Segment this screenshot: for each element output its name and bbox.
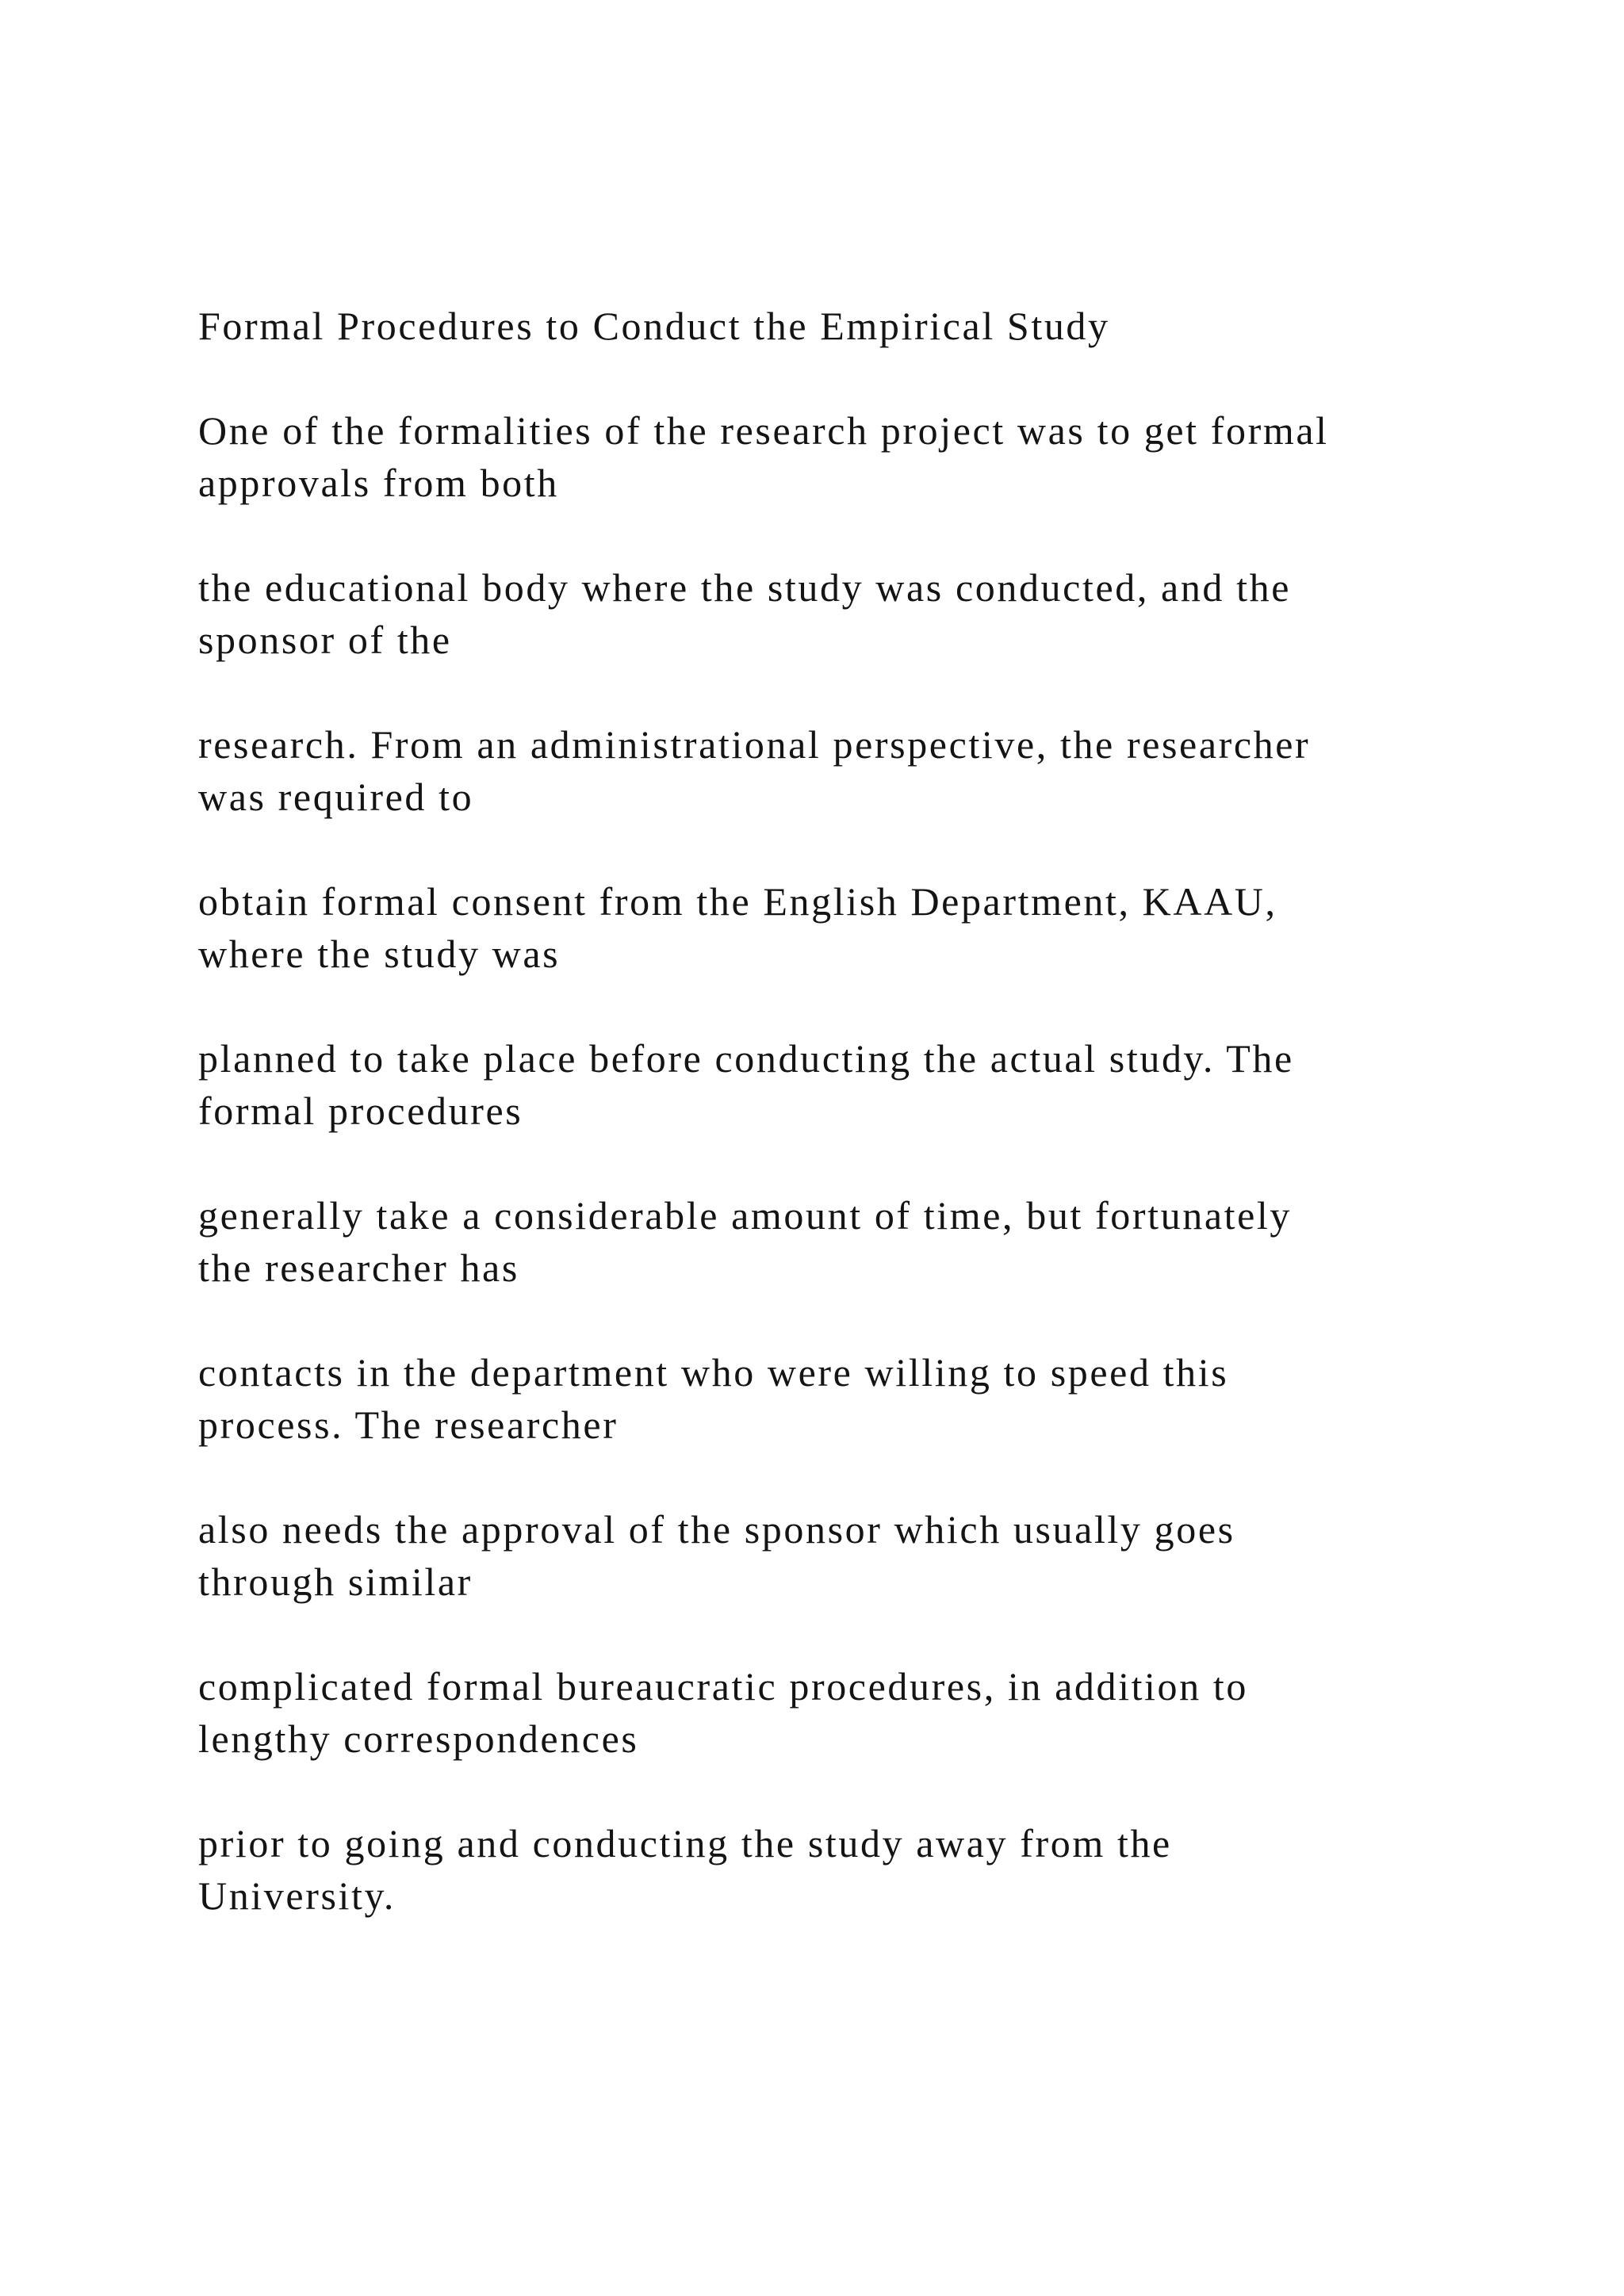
paragraph: [198, 404, 1467, 509]
paragraph: [198, 1032, 1467, 1137]
paragraph-line: formal procedures: [198, 1089, 523, 1133]
paragraph-line: obtain formal consent from the English Department, KAAU,: [198, 879, 1277, 924]
paragraph-line: where the study was: [198, 932, 561, 976]
paragraph-line: sponsor of the: [198, 618, 452, 662]
paragraph-line: through similar: [198, 1559, 473, 1604]
paragraph-line: approvals from both: [198, 461, 559, 505]
paragraph-line: University.: [198, 1873, 396, 1918]
paragraph-line: contacts in the department who were willing to speed this: [198, 1350, 1229, 1395]
paragraph-line: the researcher has: [198, 1246, 519, 1290]
document-body: [198, 300, 1467, 1974]
paragraph-line: also needs the approval of the sponsor which usually goes: [198, 1507, 1235, 1552]
paragraph: [198, 1503, 1467, 1608]
paragraph: [198, 718, 1467, 823]
paragraph: [198, 1189, 1467, 1294]
paragraph: [198, 561, 1467, 666]
paragraph-line: the educational body where the study was conducted, and the: [198, 565, 1292, 610]
paragraph-line: generally take a considerable amount of time, but fortunately: [198, 1193, 1292, 1238]
document-title: Formal Procedures to Conduct the Empirical Study: [198, 304, 1110, 348]
paragraph-line: One of the formalities of the research project was to get formal: [198, 408, 1329, 453]
paragraph-line: process. The researcher: [198, 1402, 619, 1447]
paragraph-line: was required to: [198, 775, 474, 819]
paragraph: [198, 875, 1467, 980]
paragraph-line: planned to take place before conducting the actual study. The: [198, 1036, 1294, 1081]
paragraph-line: lengthy correspondences: [198, 1716, 639, 1761]
paragraph-line: complicated formal bureaucratic procedures, in addition to: [198, 1664, 1248, 1709]
paragraph: [198, 1660, 1467, 1765]
paragraph-line: research. From an administrational perspective, the researcher: [198, 722, 1311, 767]
paragraph: [198, 1817, 1467, 1922]
paragraph-line: prior to going and conducting the study away from the: [198, 1821, 1172, 1866]
paragraph: [198, 1346, 1467, 1451]
